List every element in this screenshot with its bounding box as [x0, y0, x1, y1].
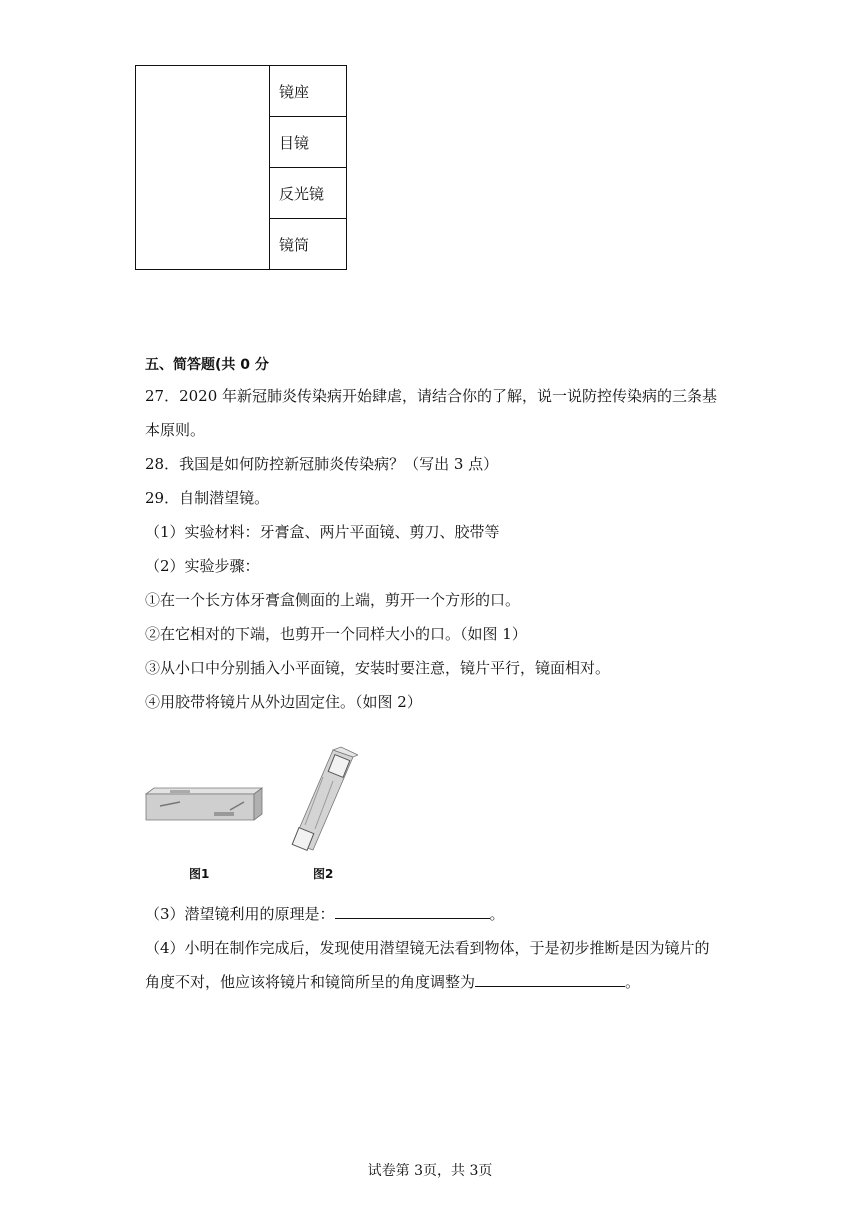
question-4: （4）小明在制作完成后，发现使用潜望镜无法看到物体，于是初步推断是因为镜片的 — [145, 939, 710, 957]
part-cell: 反光镜 — [270, 168, 347, 219]
part-cell: 镜筒 — [270, 219, 347, 270]
step-1: ①在一个长方体牙膏盒侧面的上端，剪开一个方形的口。 — [145, 591, 521, 609]
question-29: 29．自制潜望镜。 — [145, 489, 270, 507]
microscope-parts-table — [135, 65, 347, 270]
toothpaste-box-figure-1 — [140, 780, 265, 830]
section-title: 五、简答题(共 0 分 — [145, 357, 269, 373]
steps-title: （2）实验步骤： — [145, 557, 260, 575]
periscope-figure-2 — [283, 745, 358, 860]
question-3 — [145, 903, 505, 924]
question-27-cont: 本原则。 — [145, 421, 206, 439]
page-footer: 试卷第 3页，共 3页 — [367, 1163, 493, 1179]
question-27: 27．2020 年新冠肺炎传染病开始肆虐，请结合你的了解，说一说防控传染病的三条基 — [145, 387, 718, 405]
blank-matching-cell — [136, 66, 270, 270]
part-cell: 镜座 — [270, 66, 347, 117]
answer-blank[interactable] — [475, 972, 625, 987]
question-4-cont — [145, 971, 640, 992]
question-4-period: 。 — [625, 973, 641, 991]
question-28: 28．我国是如何防控新冠肺炎传染病？（写出 3 点） — [145, 455, 499, 473]
question-3-text: （3）潜望镜利用的原理是： — [145, 905, 335, 923]
step-3: ③从小口中分别插入小平面镜，安装时要注意，镜片平行，镜面相对。 — [145, 659, 611, 677]
step-2: ②在它相对的下端，也剪开一个同样大小的口。（如图 1） — [145, 625, 527, 643]
question-4-text: 角度不对，他应该将镜片和镜筒所呈的角度调整为 — [145, 973, 476, 991]
step-4: ④用胶带将镜片从外边固定住。（如图 2） — [145, 693, 422, 711]
figure-1-caption: 图1 — [189, 867, 210, 881]
materials-text: （1）实验材料：牙膏盒、两片平面镜、剪刀、胶带等 — [145, 523, 500, 541]
question-3-period: 。 — [489, 905, 505, 923]
part-cell: 目镜 — [270, 117, 347, 168]
figure-2-caption: 图2 — [313, 867, 334, 881]
answer-blank[interactable] — [335, 904, 490, 919]
